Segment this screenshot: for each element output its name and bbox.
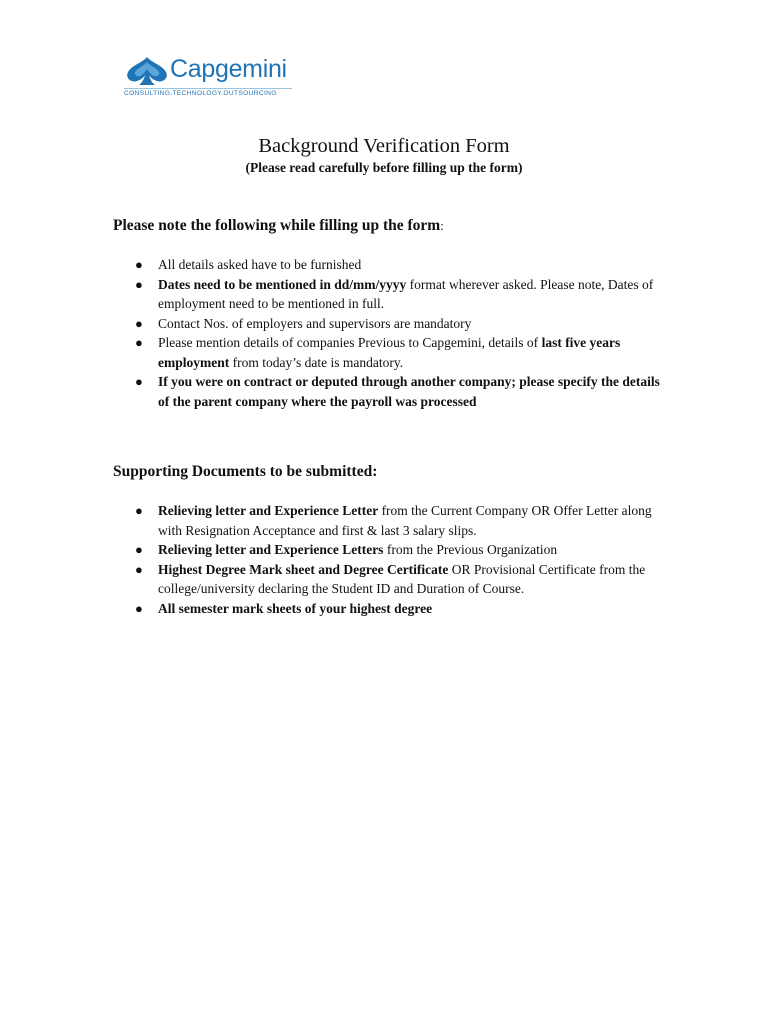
documents-list	[113, 501, 673, 618]
list-item-text	[158, 601, 432, 616]
list-item	[113, 599, 673, 619]
text-run: from the Current Company OR Offer Letter along with Resignation Acceptance and first & last 3 salary slips.	[158, 503, 652, 538]
bullet-icon: ●	[135, 561, 143, 577]
list-item	[113, 333, 673, 372]
company-logo	[124, 54, 294, 102]
bullet-icon: ●	[135, 503, 143, 518]
list-item-text	[158, 542, 557, 557]
bullet-icon: ●	[135, 335, 143, 350]
list-item-text	[158, 316, 471, 331]
text-run: from the Previous Organization	[383, 542, 558, 557]
bold-text-run: All semester mark sheets of your highest degree	[158, 600, 433, 616]
notes-heading-text: Please note the following while filling up the form	[113, 217, 441, 234]
list-item-text	[158, 277, 653, 312]
documents-heading: Supporting Documents to be submitted:	[113, 463, 378, 480]
text-run: Contact Nos. of employers and supervisors are mandatory	[158, 315, 472, 331]
bold-text-run: Relieving letter and Experience Letters	[158, 542, 384, 557]
bold-text-run: Dates need to be mentioned in dd/mm/yyyy	[158, 276, 407, 292]
notes-list	[113, 255, 673, 411]
text-run: All details asked have to be furnished	[158, 257, 362, 272]
list-item-text	[158, 335, 620, 370]
text-run: format wherever asked. Please note, Dates of employment need to be mentioned in full.	[158, 276, 654, 311]
bullet-icon: ●	[135, 276, 143, 292]
bullet-icon: ●	[135, 542, 143, 557]
list-item	[113, 255, 673, 275]
logo-tagline: CONSULTING.TECHNOLOGY.OUTSOURCING	[124, 88, 292, 97]
notes-heading	[113, 216, 444, 236]
list-item	[113, 314, 673, 334]
bold-text-run: If you were on contract or deputed through another company; please specify the details of the parent company where the payroll was processed	[158, 374, 660, 409]
list-item	[113, 372, 673, 411]
page-subtitle: (Please read carefully before filling up the form)	[245, 160, 523, 175]
bullet-icon: ●	[135, 257, 143, 272]
page-title: Background Verification Form	[258, 135, 510, 157]
list-item	[113, 540, 673, 560]
list-item-text	[158, 503, 652, 538]
text-run: Please mention details of companies Previous to Capgemini, details of	[158, 335, 542, 350]
bullet-icon: ●	[135, 600, 143, 616]
list-item-text	[158, 374, 660, 409]
list-item	[113, 275, 673, 314]
list-item-text	[158, 562, 645, 597]
capgemini-spade-icon	[124, 54, 170, 88]
list-item-text	[158, 257, 361, 272]
text-run: OR Provisional Certificate from the college/university declaring the Student ID and Duration of Course.	[158, 561, 646, 596]
bold-text-run: Relieving letter and Experience Letter	[158, 503, 379, 518]
notes-heading-colon: :	[440, 218, 444, 233]
bullet-icon: ●	[135, 374, 143, 389]
text-run: from today’s date is mandatory.	[229, 354, 404, 370]
logo-wordmark: Capgemini	[170, 55, 287, 83]
list-item	[113, 560, 673, 599]
bold-text-run: last five years employment	[158, 335, 621, 370]
bullet-icon: ●	[135, 315, 143, 331]
list-item	[113, 501, 673, 540]
bold-text-run: Highest Degree Mark sheet and Degree Certificate	[158, 561, 449, 577]
